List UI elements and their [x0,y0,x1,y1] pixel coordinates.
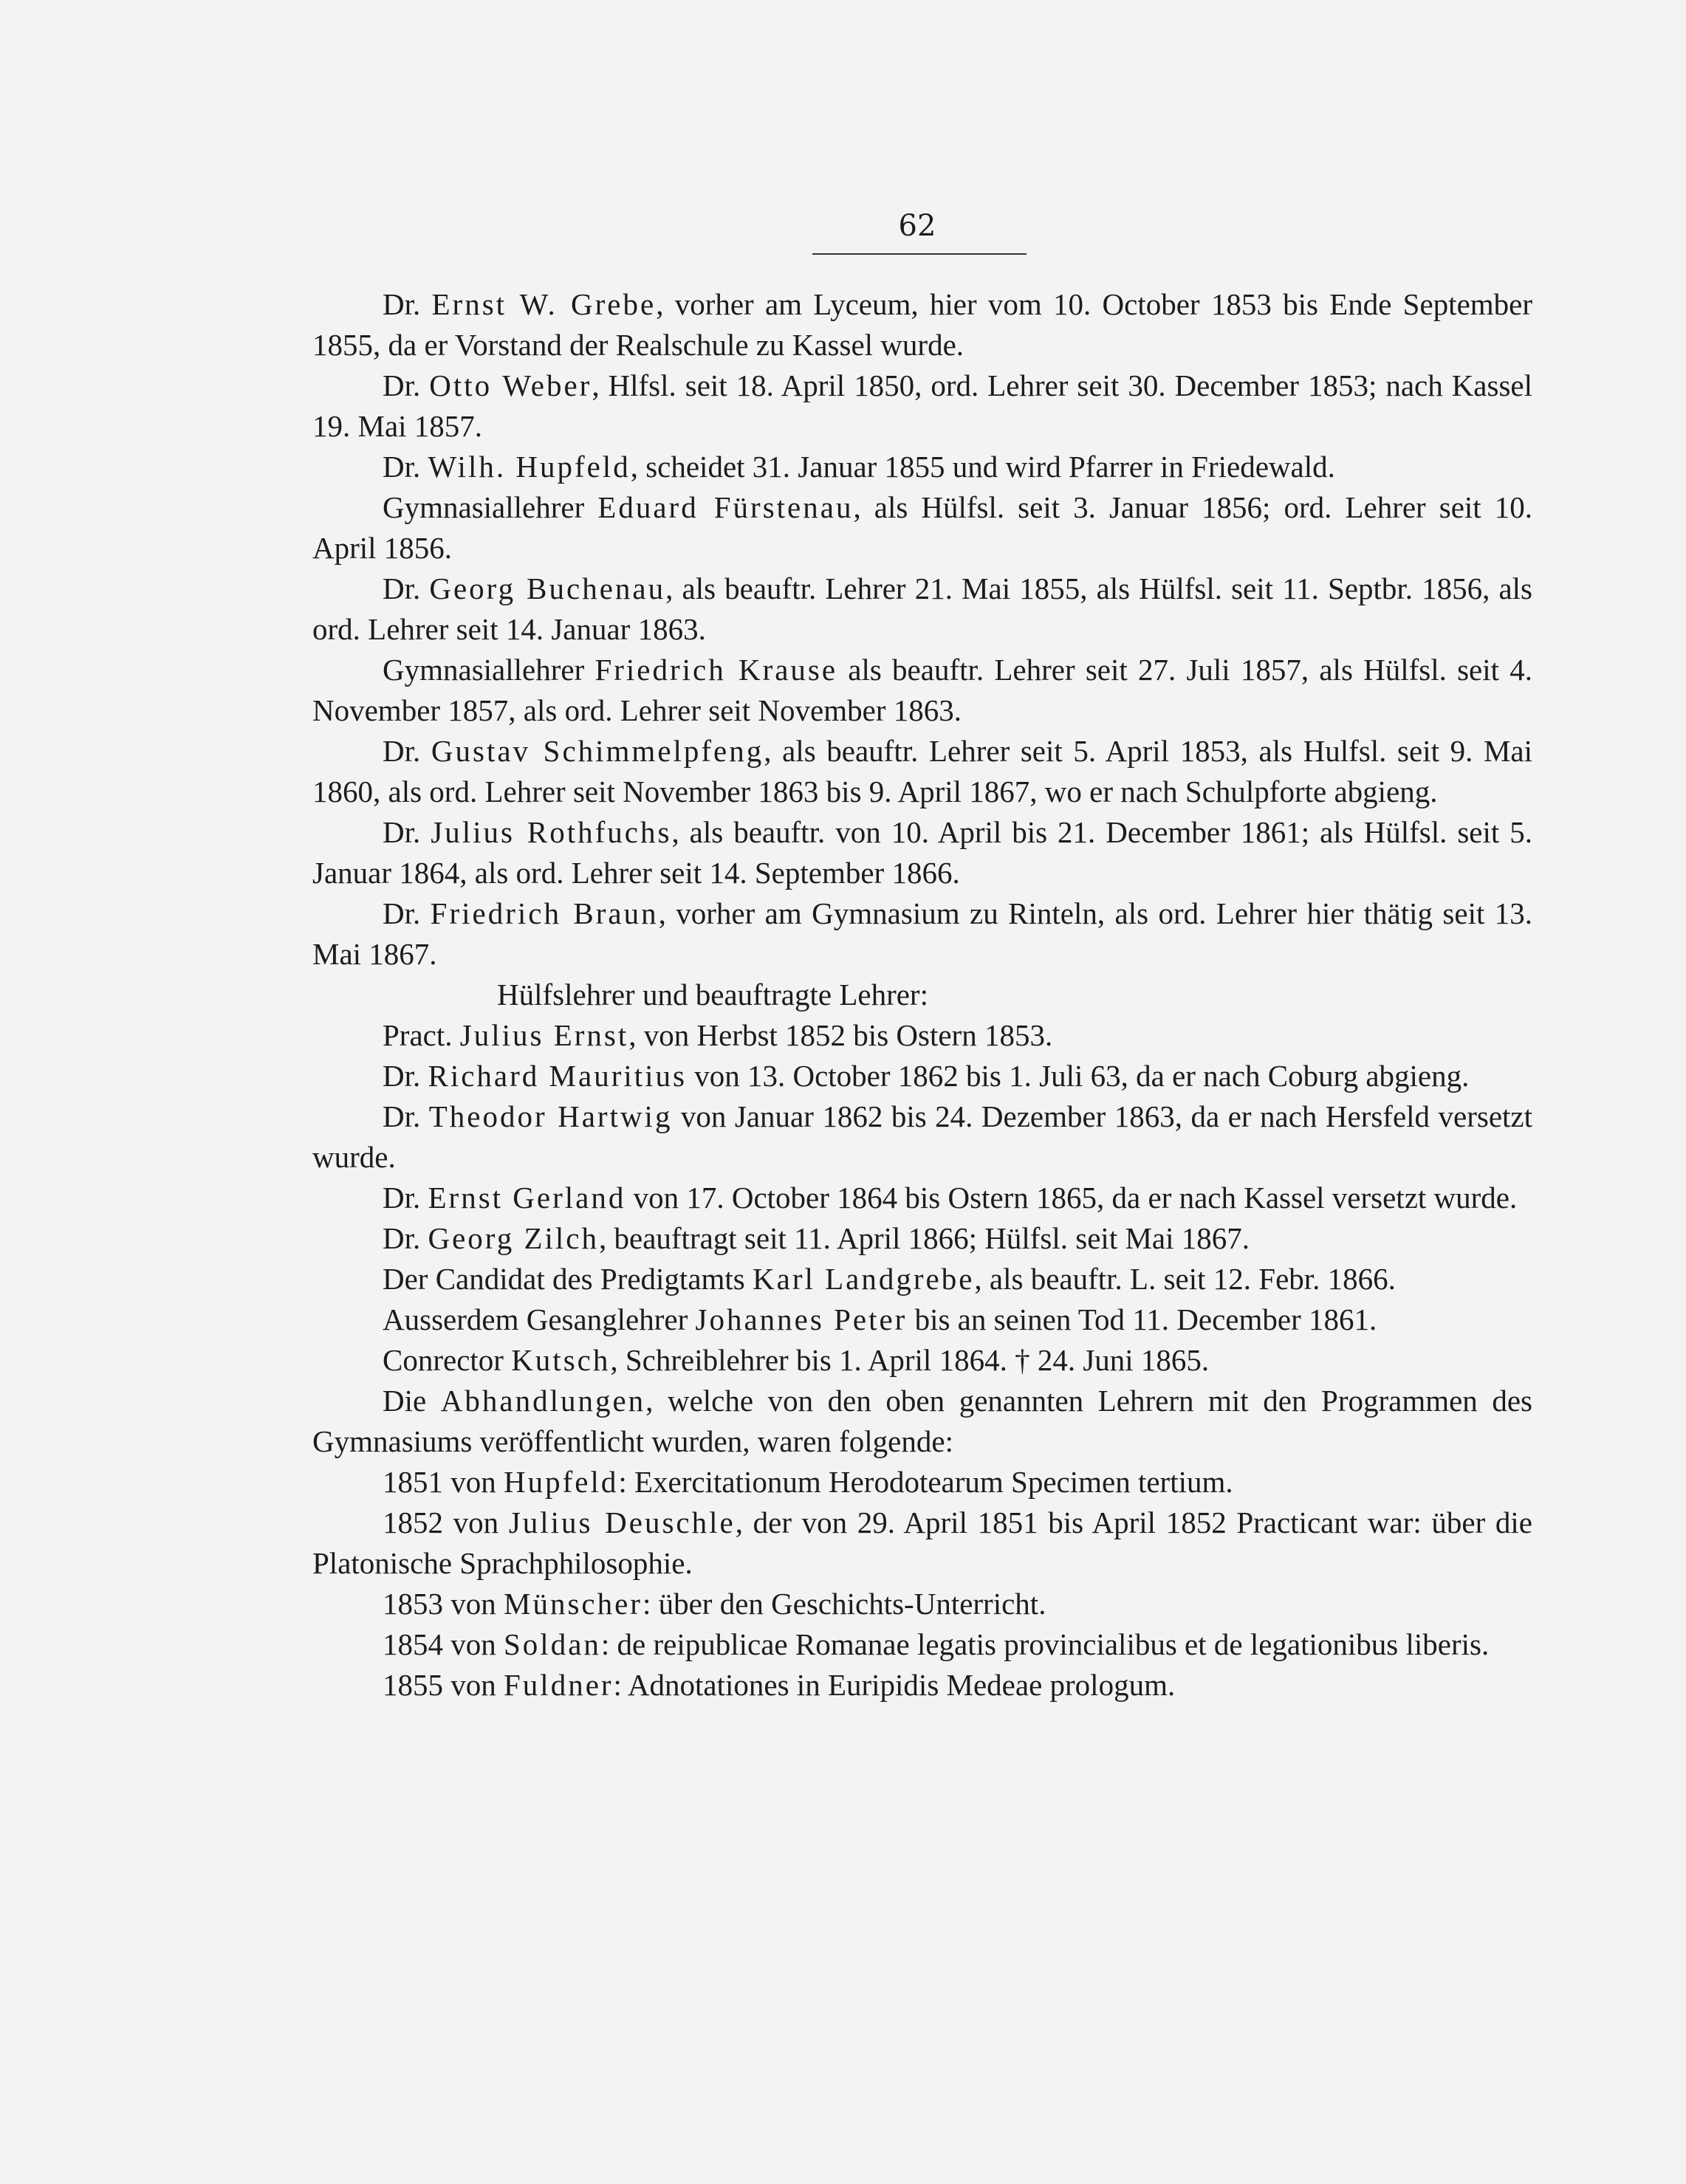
publication-1853: 1853 von Münscher: über den Geschichts-Unterricht. [383,1587,1046,1621]
assistant-entry-zilch: Dr. Georg Zilch, beauftragt seit 11. April 1866; Hülfsl. seit Mai 1867. [383,1221,1250,1255]
assistant-entry-kutsch: Conrector Kutsch, Schreiblehrer bis 1. April 1864. † 24. Juni 1865. [383,1343,1210,1377]
entry-schimmelpfeng: Dr. Gustav Schimmelpfeng, als beauftr. Lehrer seit 5. April 1853, als Hulfsl. seit 9. Mai 1860, als ord. Lehrer seit November 1863 bis 9. April 1867, wo er nach Schulpforte abgieng. [312,734,1532,808]
entry-fuerstenau: Gymnasiallehrer Eduard Fürstenau, als Hülfsl. seit 3. Januar 1856; ord. Lehrer seit 10. April 1856. [312,490,1532,565]
entry-buchenau: Dr. Georg Buchenau, als beauftr. Lehrer 21. Mai 1855, als Hülfsl. seit 11. Septbr. 1856, als ord. Lehrer seit 14. Januar 1863. [312,571,1533,646]
publication-1854: 1854 von Soldan: de reipublicae Romanae legatis provincialibus et de legationibus liberis. [383,1627,1490,1661]
abhandlungen-intro: Die Abhandlungen, welche von den oben genannten Lehrern mit den Programmen des Gymnasiums veröffentlicht wurden, waren folgende: [312,1384,1533,1458]
page-number: 62 [898,209,936,243]
entry-grebe: Dr. Ernst W. Grebe, vorher am Lyceum, hier vom 10. October 1853 bis Ende September 1855, da er Vorstand der Realschule zu Kassel wurde. [312,287,1533,362]
assistant-entry-ernst: Pract. Julius Ernst, von Herbst 1852 bis Ostern 1853. [383,1018,1053,1052]
assistant-entry-hartwig: Dr. Theodor Hartwig von Januar 1862 bis 24. Dezember 1863, da er nach Hersfeld versetzt wurde. [312,1099,1533,1174]
assistant-entry-peter: Ausserdem Gesanglehrer Johannes Peter bis an seinen Tod 11. December 1861. [383,1302,1377,1336]
entry-krause: Gymnasiallehrer Friedrich Krause als beauftr. Lehrer seit 27. Juli 1857, als Hülfsl. seit 4. November 1857, als ord. Lehrer seit November 1863. [312,653,1532,727]
page-number-rule [812,253,1027,255]
publication-1851: 1851 von Hupfeld: Exercitationum Herodotearum Specimen tertium. [383,1465,1233,1499]
assistant-entry-landgrebe: Der Candidat des Predigtamts Karl Landgrebe, als beauftr. L. seit 12. Febr. 1866. [383,1262,1396,1296]
entry-weber: Dr. Otto Weber, Hlfsl. seit 18. April 1850, ord. Lehrer seit 30. December 1853; nach Kassel 19. Mai 1857. [312,368,1532,443]
publication-1855: 1855 von Fuldner: Adnotationes in Euripidis Medeae prologum. [383,1668,1176,1702]
entry-braun: Dr. Friedrich Braun, vorher am Gymnasium zu Rinteln, als ord. Lehrer hier thätig seit 13. Mai 1867. [312,896,1533,971]
assistant-entry-mauritius: Dr. Richard Mauritius von 13. October 1862 bis 1. Juli 63, da er nach Coburg abgieng. [383,1059,1470,1093]
assistant-entry-gerland: Dr. Ernst Gerland von 17. October 1864 bis Ostern 1865, da er nach Kassel versetzt wurde. [383,1181,1518,1215]
document-body [312,284,1532,1706]
publication-1852: 1852 von Julius Deuschle, der von 29. April 1851 bis April 1852 Practicant war: über die Platonische Sprachphilosophie. [312,1505,1533,1580]
entry-hupfeld: Dr. Wilh. Hupfeld, scheidet 31. Januar 1855 und wird Pfarrer in Friedewald. [383,450,1335,484]
section-heading: Hülfslehrer und beauftragte Lehrer: [497,978,928,1012]
entry-rothfuchs: Dr. Julius Rothfuchs, als beauftr. von 10. April bis 21. December 1861; als Hülfsl. seit 5. Januar 1864, als ord. Lehrer seit 14. September 1866. [312,815,1532,890]
